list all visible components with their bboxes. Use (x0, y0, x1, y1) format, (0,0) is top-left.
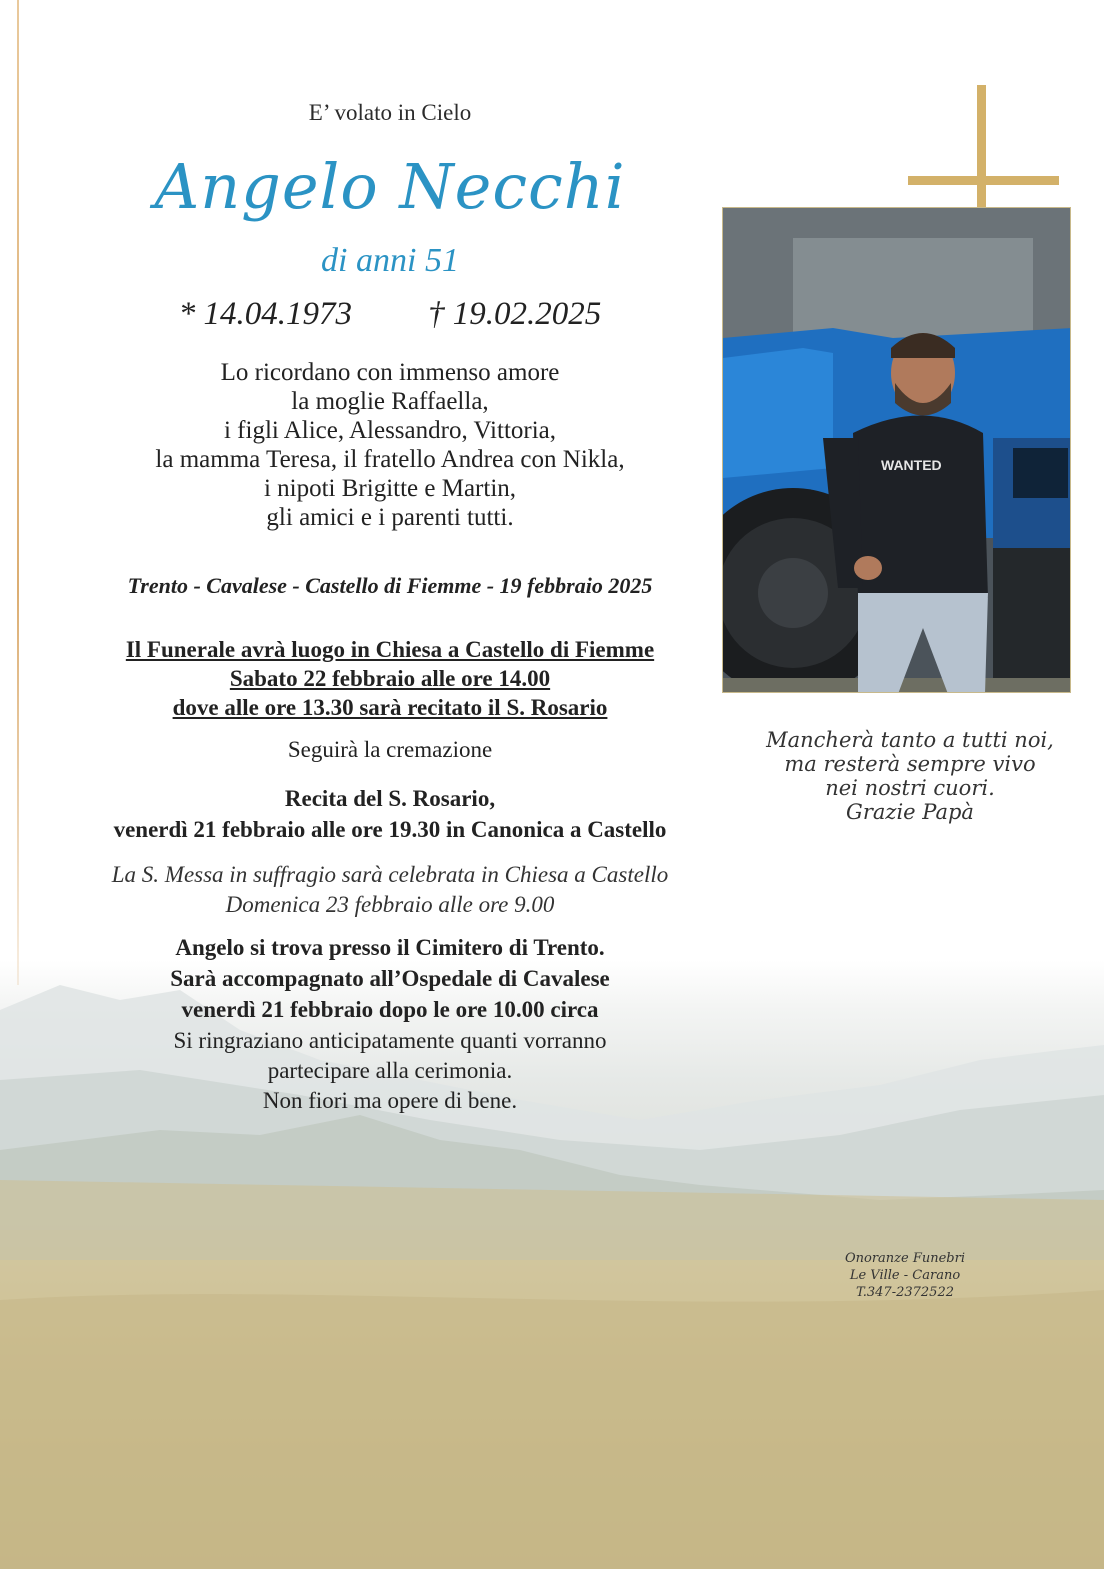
family-line: la mamma Teresa, il fratello Andrea con Nikla, (155, 446, 625, 473)
family-line: i nipoti Brigitte e Martin, (263, 475, 517, 502)
family-line: la moglie Raffaella, (291, 388, 489, 415)
rosary-line: Recita del S. Rosario, (284, 786, 496, 811)
family-quote (740, 728, 1080, 824)
rosary-line: venerdì 21 febbraio alle ore 19.30 in Canonica a Castello (113, 817, 667, 842)
notice-text-column (40, 0, 740, 1150)
cemetery-line: Angelo si trova presso il Cimitero di Trento. (175, 935, 605, 960)
family-list (40, 358, 740, 532)
credit-line: Onoranze Funebri (844, 1251, 966, 1266)
portrait-photo (722, 207, 1071, 693)
shirt-print: WANTED (881, 457, 942, 473)
credit-line: Le Ville - Carano (849, 1268, 961, 1283)
quote-line: nei nostri cuori. (825, 776, 995, 800)
mass-line: La S. Messa in suffragio sarà celebrata in Chiesa a Castello (111, 862, 669, 887)
tagline: E’ volato in Cielo (308, 100, 472, 125)
decorative-border-line (17, 0, 19, 985)
cemetery-line: Sarà accompagnato all’Ospedale di Cavalese (170, 966, 610, 991)
deceased-name: Angelo Necchi (154, 150, 626, 223)
cemetery-line: venerdì 21 febbraio dopo le ore 10.00 circa (181, 997, 599, 1022)
life-dates (40, 296, 740, 333)
family-line: Lo ricordano con immenso amore (220, 359, 560, 386)
cemetery-info (40, 932, 740, 1025)
family-line: gli amici e i parenti tutti. (266, 504, 514, 531)
family-line: i figli Alice, Alessandro, Vittoria, (223, 417, 557, 444)
quote-line: Grazie Papà (846, 800, 974, 824)
thanks-message (40, 1026, 740, 1116)
thanks-line: Si ringraziano anticipatamente quanti vorranno (173, 1028, 607, 1053)
man-with-tractor-image (723, 208, 1071, 693)
death-date: † 19.02.2025 (428, 296, 602, 332)
rosary-info (40, 783, 740, 845)
birth-date: * 14.04.1973 (178, 296, 352, 332)
places-and-date: Trento - Cavalese - Castello di Fiemme - 19 febbraio 2025 (127, 573, 653, 598)
funeral-info (40, 635, 740, 722)
cremation-note: Seguirà la cremazione (287, 737, 493, 762)
quote-line: ma resterà sempre vivo (784, 752, 1036, 776)
mass-info (40, 860, 740, 920)
funeral-line: Sabato 22 febbraio alle ore 14.00 (229, 666, 551, 691)
credit-line: T.347-2372522 (856, 1285, 954, 1300)
deceased-age: di anni 51 (321, 242, 459, 279)
cross-icon (977, 85, 986, 210)
thanks-line: Non fiori ma opere di bene. (262, 1088, 518, 1113)
funeral-line: Il Funerale avrà luogo in Chiesa a Castello di Fiemme (125, 637, 655, 662)
funeral-line: dove alle ore 13.30 sarà recitato il S. Rosario (172, 695, 608, 720)
thanks-line: partecipare alla cerimonia. (267, 1058, 513, 1083)
funeral-home-credit (800, 1250, 1010, 1301)
cross-icon-bar (908, 176, 1059, 185)
quote-line: Mancherà tanto a tutti noi, (766, 728, 1054, 752)
mass-line: Domenica 23 febbraio alle ore 9.00 (225, 892, 555, 917)
